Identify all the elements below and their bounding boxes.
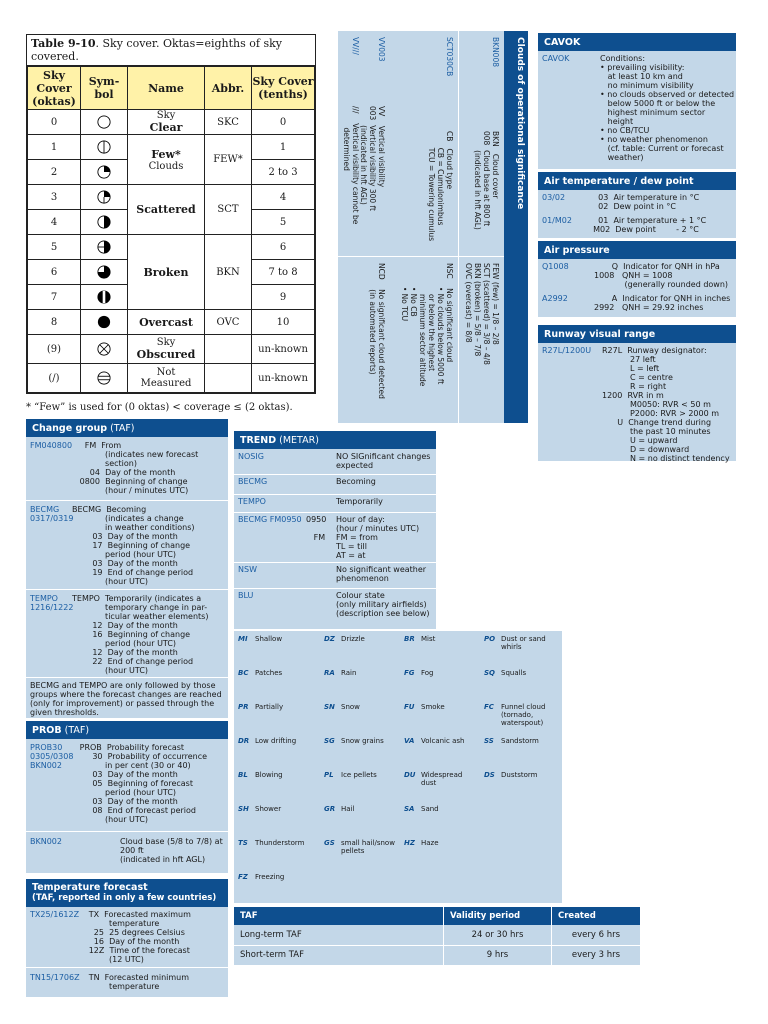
abbr-cell: OVC <box>205 310 252 335</box>
trend-code: BLU <box>238 591 254 600</box>
tenths-cell: 5 <box>252 210 315 235</box>
weather-desc: Sandstorm <box>501 737 539 745</box>
cover-amounts-text: FEW (few) = 1/8 – 2/8 SCT (scattered) = 3/8 – 4/8 BKN (broken) = 5/8 – 7/8 OVC (overcast) = 8/8 <box>464 263 500 365</box>
tn-code: TN15/1706Z <box>30 973 80 982</box>
weather-code: TS <box>238 839 248 847</box>
taf-cell: 24 or 30 hrs <box>444 925 552 945</box>
weather-code-item <box>484 703 546 727</box>
prob-period-code: 0305/0308 <box>30 752 74 761</box>
weather-desc: Patches <box>255 669 283 677</box>
weather-desc: Shower <box>255 805 282 813</box>
weather-code: BC <box>238 669 249 677</box>
becmg-period-code: 0317/0319 <box>30 514 74 523</box>
tenths-cell: 6 <box>252 235 315 260</box>
tempo-period-code: 1216/1222 <box>30 603 74 612</box>
tempo-code: TEMPO <box>30 594 58 603</box>
name-cell <box>128 310 205 335</box>
weather-code-item <box>238 703 284 711</box>
taf-cell: every 3 hrs <box>552 945 641 965</box>
name-line: Sky <box>156 337 176 348</box>
vvxxx-text: /// Vertical visibility cannot be determined <box>342 106 360 225</box>
divider <box>26 967 228 968</box>
weather-desc: small hail/snow pellets <box>341 839 395 855</box>
weather-code: BL <box>238 771 248 779</box>
weather-code: DU <box>404 771 416 779</box>
change-group-box <box>26 419 228 718</box>
clear-symbol-icon <box>81 110 128 135</box>
weather-code: DS <box>484 771 495 779</box>
weather-code-item <box>324 805 355 813</box>
weather-code-item <box>484 635 546 651</box>
not-measured-symbol-icon <box>81 364 128 393</box>
tempo-desc: TEMPO Temporarily (indicates a temporary change in par- ticular weather elements) 12 Day of the month 16 Beginning of change period (hour UTC) 12 Day of the month 22 End of change period (hour UTC) <box>72 594 209 675</box>
name-line-bold: Overcast <box>139 315 193 329</box>
cavok-title: CAVOK <box>538 33 736 51</box>
taf-cell: Short-term TAF <box>234 945 444 965</box>
clouds-title: Clouds of operational significance <box>515 37 525 210</box>
weather-code: GS <box>324 839 335 847</box>
weather-code: VA <box>404 737 415 745</box>
weather-desc: Smoke <box>421 703 445 711</box>
three-okta-symbol-icon <box>81 185 128 210</box>
oktas-cell: 1 <box>28 135 81 160</box>
weather-code-item <box>238 737 297 745</box>
weather-code: MI <box>238 635 248 643</box>
weather-code-item <box>238 635 283 643</box>
becmg-desc: BECMG Becoming (indicates a change in weather conditions) 03 Day of the month 17 Beginning of change period (hour UTC) 03 Day of the month 19 End of change period (hour UTC) <box>72 505 195 586</box>
temp-desc: 03 Air temperature in °C 02 Dew point in °C <box>598 193 700 211</box>
weather-desc: Funnel cloud (tornado, waterspout) <box>501 703 546 727</box>
trend-code: BECMG <box>238 477 268 486</box>
title-bold: PROB <box>32 725 62 736</box>
divider <box>26 500 228 501</box>
air-temperature-box <box>538 172 736 238</box>
oktas-cell: (/) <box>28 364 81 393</box>
title-rest: (TAF) <box>107 423 135 434</box>
weather-code-item <box>484 669 527 677</box>
taf-header: Validity period <box>444 907 552 925</box>
header-name: Name <box>128 67 205 110</box>
weather-desc: Rain <box>341 669 357 677</box>
air-pressure-box <box>538 241 736 317</box>
tenths-cell: 10 <box>252 310 315 335</box>
trend-code: BECMG FM0950 <box>238 515 302 524</box>
tenths-cell: 7 to 8 <box>252 260 315 285</box>
weather-code-item <box>404 737 465 745</box>
prob-cloud-code: BKN002 <box>30 761 62 770</box>
taf-cell: 9 hrs <box>444 945 552 965</box>
tenths-cell: 4 <box>252 185 315 210</box>
trend-subcode: 0950 FM <box>306 515 327 542</box>
weather-code-item <box>404 703 445 711</box>
weather-desc: Partially <box>255 703 284 711</box>
name-line: Not <box>156 367 176 378</box>
weather-code-item <box>238 805 282 813</box>
trend-desc: No significant weather phenomenon <box>336 565 427 583</box>
name-cell <box>128 185 205 235</box>
divider <box>234 474 436 475</box>
clouds-panel <box>338 31 528 423</box>
weather-code-item <box>238 669 283 677</box>
divider <box>234 562 436 563</box>
clouds-title-bar <box>504 31 528 423</box>
trend-code: TEMPO <box>238 497 266 506</box>
title-bold: Change group <box>32 423 108 434</box>
sky-cover-table <box>26 34 316 394</box>
header-oktas: Sky Cover (oktas) <box>28 67 81 110</box>
header-tenths: Sky Cover (tenths) <box>252 67 315 110</box>
weather-code: BR <box>404 635 415 643</box>
name-cell <box>128 235 205 310</box>
rvr-body <box>538 343 736 461</box>
tx-desc: TX Forecasted maximum temperature 25 25 degrees Celsius 16 Day of the month 12Z Time of the forecast (12 UTC) <box>88 910 191 964</box>
temp-code: 03/02 <box>542 193 566 202</box>
caption-number: Table 9-10 <box>31 37 96 50</box>
weather-desc: Shallow <box>255 635 283 643</box>
weather-desc: Fog <box>421 669 434 677</box>
name-line: Clouds <box>148 160 184 172</box>
oktas-cell: 0 <box>28 110 81 135</box>
tenths-cell: 9 <box>252 285 315 310</box>
overcast-symbol-icon <box>81 310 128 335</box>
seven-okta-symbol-icon <box>81 285 128 310</box>
title-bold: TREND <box>240 435 277 446</box>
tenths-cell: 0 <box>252 110 315 135</box>
weather-code-item <box>324 669 357 677</box>
name-cell <box>128 335 205 364</box>
tenths-cell: 2 to 3 <box>252 160 315 185</box>
tenths-cell: un-known <box>252 335 315 364</box>
air-pressure-body <box>538 259 736 317</box>
table-footnote: * “Few” is used for (0 oktas) < coverage ≤ (2 oktas). <box>26 402 293 413</box>
weather-code-item <box>404 771 463 787</box>
weather-code-item <box>324 737 384 745</box>
sct030cb-text: CB Cloud type CB = Cumulonimbus TCU = Towering cumulus <box>427 131 454 241</box>
oktas-cell: 4 <box>28 210 81 235</box>
divider <box>234 512 436 513</box>
weather-code: SG <box>324 737 335 745</box>
weather-code: FC <box>484 703 494 711</box>
vv003-code: VV003 <box>377 37 386 62</box>
weather-code: SS <box>484 737 494 745</box>
taf-cell: Long-term TAF <box>234 925 444 945</box>
pressure-desc: A Indicator for QNH in inches 2992 QNH = 29.92 inches <box>594 294 731 312</box>
air-pressure-title: Air pressure <box>538 241 736 259</box>
trend-desc: NO SIGnificant changes expected <box>336 452 431 470</box>
one-okta-symbol-icon <box>81 135 128 160</box>
weather-code: FG <box>404 669 415 677</box>
weather-desc: Dust or sand whirls <box>501 635 546 651</box>
header-symbol: Sym-bol <box>81 67 128 110</box>
name-line: Sky <box>156 110 176 121</box>
weather-code: SQ <box>484 669 495 677</box>
weather-code-item <box>404 635 436 643</box>
weather-desc: Mist <box>421 635 436 643</box>
abbr-cell: FEW* <box>205 135 252 185</box>
weather-code-item <box>324 635 365 643</box>
weather-code: FU <box>404 703 415 711</box>
bkn002-code: BKN002 <box>30 837 62 846</box>
weather-code: SN <box>324 703 335 711</box>
title-rest: (TAF) <box>61 725 90 736</box>
fm-desc: FM From (indicates new forecast section) 04 Day of the month 0800 Beginning of change (hour / minutes UTC) <box>79 441 199 495</box>
tenths-cell: 1 <box>252 135 315 160</box>
abbr-cell <box>205 364 252 393</box>
divider <box>234 494 436 495</box>
five-okta-symbol-icon <box>81 235 128 260</box>
weather-code-item <box>404 839 439 847</box>
weather-desc: Ice pellets <box>341 771 377 779</box>
oktas-cell: 8 <box>28 310 81 335</box>
pressure-code: A2992 <box>542 294 568 303</box>
name-line-bold: Scattered <box>136 203 196 216</box>
weather-code: HZ <box>404 839 415 847</box>
taf-cell: every 6 hrs <box>571 929 621 940</box>
oktas-cell: 5 <box>28 235 81 260</box>
trend-desc: Temporarily <box>336 497 383 506</box>
weather-desc: Widespread dust <box>421 771 463 787</box>
title-rest: (METAR) <box>276 435 319 446</box>
air-temperature-body <box>538 190 736 238</box>
prob-title <box>26 721 228 739</box>
weather-desc: Hail <box>341 805 355 813</box>
abbr-cell <box>205 335 252 364</box>
bkn002-desc: Cloud base (5/8 to 7/8) at 200 ft (indicated in hft AGL) <box>120 837 223 864</box>
weather-code: PL <box>324 771 334 779</box>
fm-code: FM040800 <box>30 441 73 450</box>
tx-code: TX25/1612Z <box>30 910 80 919</box>
name-cell <box>128 364 205 393</box>
oktas-cell: 2 <box>28 160 81 185</box>
temp-code: 01/M02 <box>542 216 572 225</box>
weather-code-item <box>238 873 285 881</box>
bkn008-text: BKN Cloud cover 008 Cloud base at 800 ft (indicated in hft AGL) <box>473 131 500 230</box>
weather-desc: Haze <box>421 839 439 847</box>
runway-visual-range-box <box>538 325 736 461</box>
trend-desc: Becoming <box>336 477 376 486</box>
two-okta-symbol-icon <box>81 160 128 185</box>
weather-code-item <box>324 839 395 855</box>
cavok-conditions: Conditions: • prevailing visibility: at least 10 km and no minimum visibility • no clouds observed or detected below 5000 ft or below the highest minimum sector height • no CB/TCU • no weather phenomenon (cf. table: Current or forecast weather) <box>600 54 735 162</box>
weather-code-item <box>324 703 360 711</box>
change-group-note: BECMG and TEMPO are only followed by those groups where the forecast changes are reached (only for improvement) or passed through the given thresholds. <box>30 681 222 717</box>
name-line-bold: Broken <box>143 265 189 279</box>
weather-code: GR <box>324 805 336 813</box>
title-line: (TAF, reported in only a few countries) <box>32 893 217 903</box>
pressure-desc: Q Indicator for QNH in hPa 1008 QNH = 1008 (generally rounded down) <box>594 262 729 289</box>
prob-desc: PROB Probability forecast 30 Probability of occurrence in per cent (30 or 40) 03 Day of the month 05 Beginning of forecast period (hour UTC) 03 Day of the month 08 End of forecast period (hour UTC) <box>79 743 208 824</box>
name-line-bold: Obscured <box>136 348 196 361</box>
weather-desc: Thunderstorm <box>255 839 305 847</box>
rvr-title: Runway visual range <box>538 325 736 343</box>
taf-header: Created <box>558 911 596 921</box>
title-line: Temperature forecast <box>32 882 148 893</box>
trend-desc: Colour state (only military airfields) (description see below) <box>336 591 430 618</box>
divider <box>338 256 504 257</box>
abbr-cell: SCT <box>205 185 252 235</box>
weather-desc: Squalls <box>501 669 527 677</box>
pressure-code: Q1008 <box>542 262 569 271</box>
weather-desc: Volcanic ash <box>421 737 465 745</box>
divider <box>26 589 228 590</box>
weather-code: SA <box>404 805 415 813</box>
change-group-title <box>26 419 228 437</box>
becmg-code: BECMG <box>30 505 60 514</box>
temperature-forecast-box <box>26 879 228 997</box>
oktas-cell: 3 <box>28 185 81 210</box>
vvxxx-code: VV/// <box>351 37 360 55</box>
bkn008-code: BKN008 <box>491 37 500 67</box>
weather-desc: Blowing <box>255 771 283 779</box>
tn-desc: TN Forecasted minimum temperature <box>88 973 190 991</box>
abbr-cell: BKN <box>205 235 252 310</box>
name-line-bold: Few* <box>151 147 181 161</box>
rvr-desc: R27L Runway designator: 27 left L = left C = centre R = right 1200 RVR in m M0050: RVR < 50 m P2000: RVR > 2000 m U Change trend during the past 10 minutes U = upward D = downward N = no distinct tendency <box>602 346 730 463</box>
nsc-text: NSC No significant cloud • No clouds below 5000 ft or below the highest minimum sector altitude • No CB • No TCU <box>400 263 454 387</box>
sct030cb-code: SCT030CB <box>445 37 454 77</box>
rvr-code: R27L/1200U <box>542 346 592 355</box>
weather-desc: Low drifting <box>255 737 297 745</box>
divider <box>26 831 228 832</box>
name-cell <box>128 135 205 185</box>
change-group-body <box>26 437 228 718</box>
trend-box <box>234 431 436 629</box>
weather-code: SH <box>238 805 249 813</box>
name-line-bold: Clear <box>149 121 183 134</box>
weather-code: PR <box>238 703 249 711</box>
taf-header: TAF <box>234 907 444 925</box>
name-cell <box>128 110 205 135</box>
six-okta-symbol-icon <box>81 260 128 285</box>
divider <box>26 677 228 678</box>
weather-code-item <box>238 771 283 779</box>
weather-code-item <box>404 669 434 677</box>
cavok-code: CAVOK <box>542 54 570 63</box>
abbr-cell: SKC <box>205 110 252 135</box>
weather-desc: Drizzle <box>341 635 365 643</box>
weather-code-item <box>324 771 377 779</box>
weather-desc: Duststorm <box>501 771 538 779</box>
vv003-text: VV Vertical visibility 003 Vertical visibility 300 ft (indicated in hft AGL) <box>359 106 386 211</box>
trend-desc: Hour of day: (hour / minutes UTC) FM = from TL = till AT = at <box>336 515 420 560</box>
table-caption <box>27 35 315 66</box>
temperature-forecast-title <box>26 879 228 907</box>
tenths-cell: un-known <box>252 364 315 393</box>
cavok-body <box>538 51 736 169</box>
trend-code: NSW <box>238 565 257 574</box>
weather-code: DR <box>238 737 250 745</box>
weather-desc: Sand <box>421 805 439 813</box>
weather-code-item <box>238 839 305 847</box>
prob-code: PROB30 <box>30 743 63 752</box>
weather-code: PO <box>484 635 496 643</box>
weather-desc: Snow grains <box>341 737 384 745</box>
weather-code: FZ <box>238 873 248 881</box>
weather-code: RA <box>324 669 335 677</box>
obscured-symbol-icon <box>81 335 128 364</box>
divider <box>458 31 459 423</box>
trend-body <box>234 449 436 629</box>
weather-desc: Snow <box>341 703 360 711</box>
name-line: Measured <box>140 378 192 389</box>
weather-desc: Freezing <box>255 873 285 881</box>
air-temperature-title: Air temperature / dew point <box>538 172 736 190</box>
four-okta-symbol-icon <box>81 210 128 235</box>
oktas-cell: 6 <box>28 260 81 285</box>
divider <box>234 588 436 589</box>
header-abbr: Abbr. <box>205 67 252 110</box>
prob-body <box>26 739 228 873</box>
prob-box <box>26 721 228 873</box>
caption-text: . Sky cover. Oktas=eighths of sky covered. <box>31 37 282 63</box>
ncd-text: NCD No significant cloud detected (in automated reports) <box>368 263 386 399</box>
taf-validity-table <box>234 907 640 967</box>
trend-code: NOSIG <box>238 452 264 461</box>
temperature-forecast-body <box>26 907 228 997</box>
weather-code-item <box>484 737 539 745</box>
cavok-box <box>538 33 736 169</box>
trend-title <box>234 431 436 449</box>
oktas-cell: 7 <box>28 285 81 310</box>
weather-code-item <box>404 805 439 813</box>
weather-codes-grid <box>234 631 562 903</box>
oktas-cell: (9) <box>28 335 81 364</box>
weather-code: DZ <box>324 635 335 643</box>
weather-code-item <box>484 771 538 779</box>
temp-desc: 01 Air temperature + 1 °C M02 Dew point - 2 °C <box>593 216 707 234</box>
